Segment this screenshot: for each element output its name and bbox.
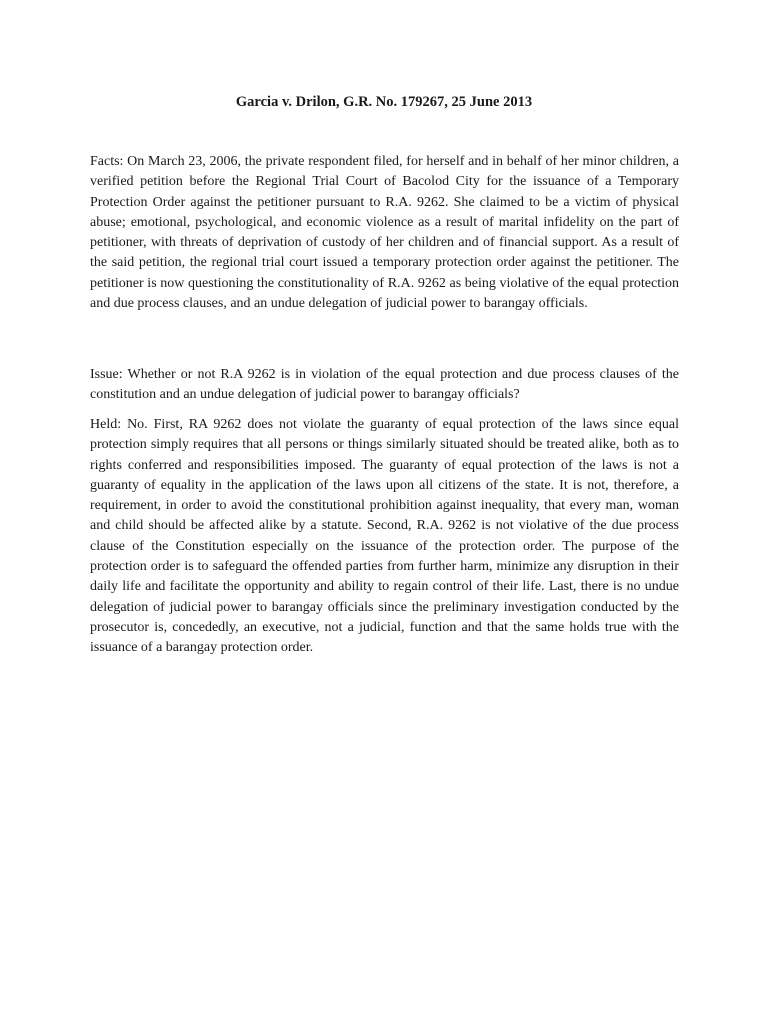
held-paragraph: Held: No. First, RA 9262 does not violate the guaranty of equal protection of the laws since equal protection simply requires that all persons or things similarly situated should be treated alike, both as to rights conferred and responsibilities imposed. The guaranty of equal protection of the laws is not a guaranty of equality in the application of the laws upon all citizens of the state. It is not, therefore, a requirement, in order to avoid the constitutional prohibition against inequality, that every man, woman and child should be affected alike by a statute. Second, R.A. 9262 is not violative of the due process clause of the Constitution especially on the issuance of the protection order. The purpose of the protection order is to safeguard the offended parties from further harm, minimize any disruption in their daily life and facilitate the opportunity and ability to regain control of their life. Last, there is no undue delegation of judicial power to barangay officials since the preliminary investigation conducted by the prosecutor is, concededly, an executive, not a judicial, function and that the same holds true with the issuance of a barangay protection order. — [90, 417, 679, 656]
issue-paragraph: Issue: Whether or not R.A 9262 is in violation of the equal protection and due process clauses of the constitution and an undue delegation of judicial power to barangay officials? — [90, 367, 679, 403]
facts-paragraph: Facts: On March 23, 2006, the private respondent filed, for herself and in behalf of her minor children, a verified petition before the Regional Trial Court of Bacolod City for the issuance of a Temporary Protection Order against the petitioner pursuant to R.A. 9262. She claimed to be a victim of physical abuse; emotional, psychological, and economic violence as a result of marital infidelity on the part of petitioner, with threats of deprivation of custody of her children and of financial support. As a result of the said petition, the regional trial court issued a temporary protection order against the petitioner. The petitioner is now questioning the constitutionality of R.A. 9262 as being violative of the equal protection and due process clauses, and an undue delegation of judicial power to barangay officials. — [90, 154, 679, 312]
case-title: Garcia v. Drilon, G.R. No. 179267, 25 June 2013 — [235, 94, 533, 110]
